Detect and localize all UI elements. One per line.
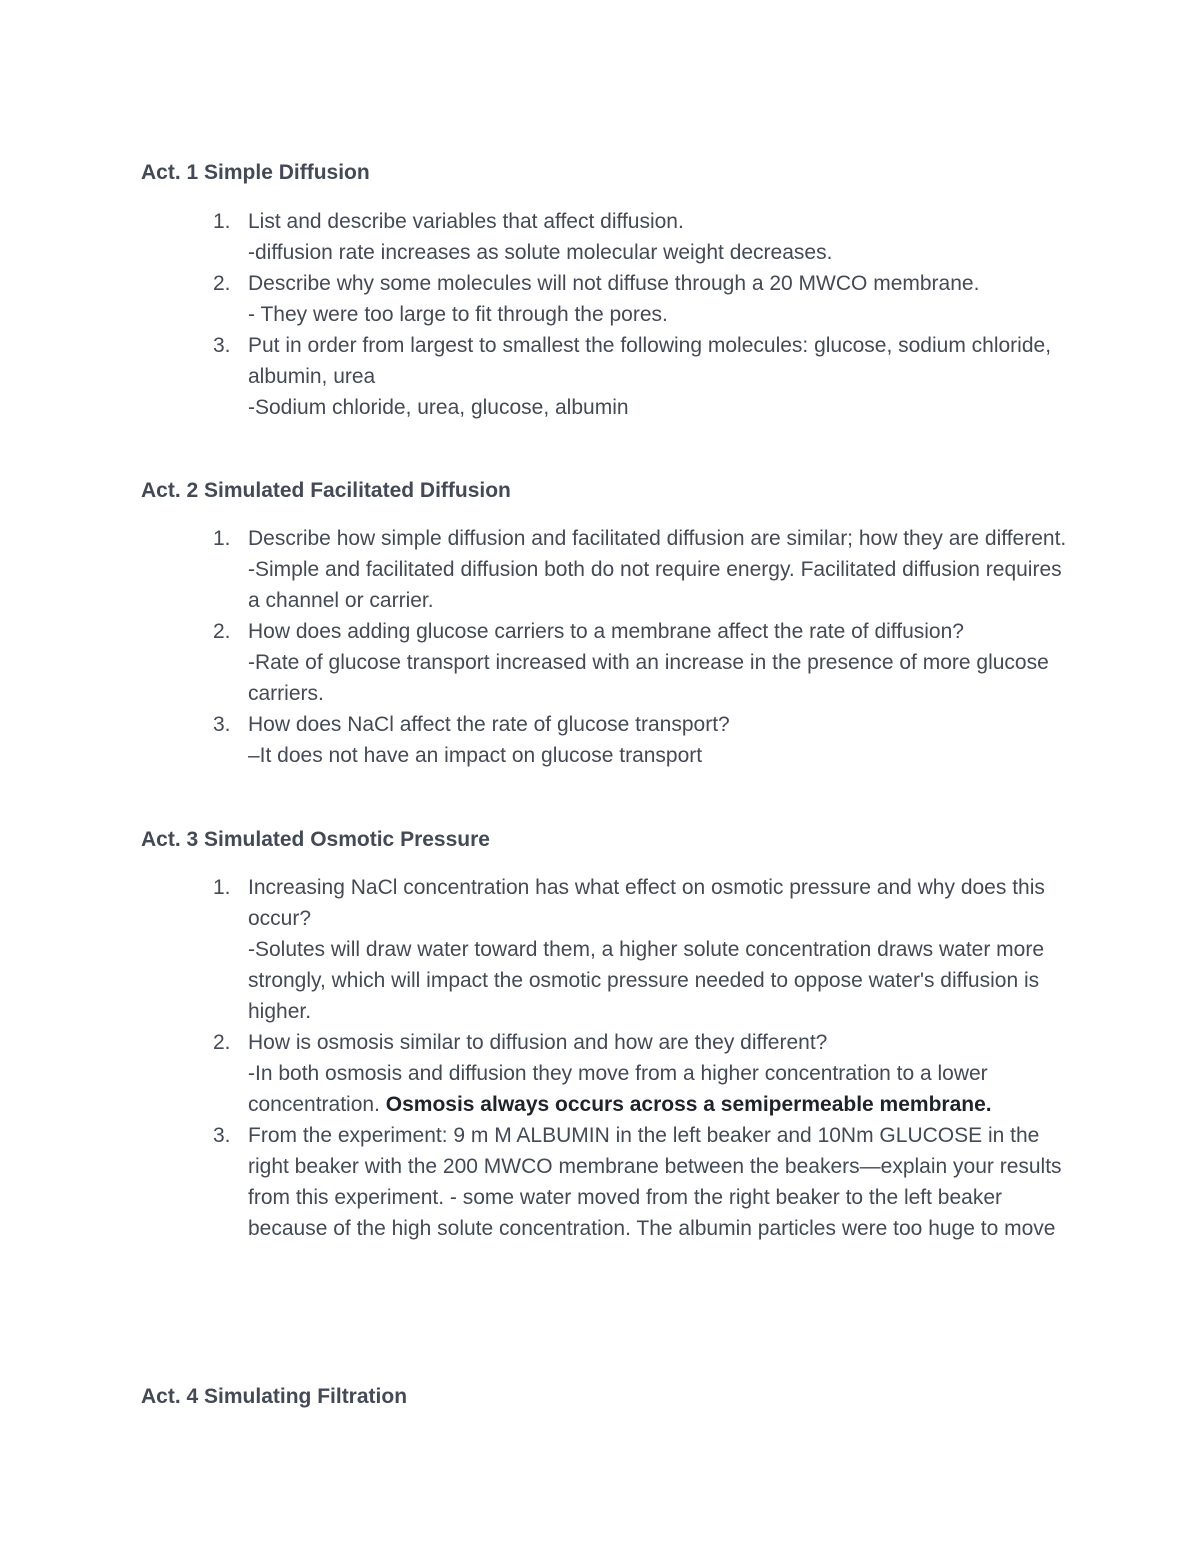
question-list-act-3: [141, 872, 1071, 1244]
item-number: 2.: [213, 1031, 231, 1054]
list-item: [141, 523, 1071, 616]
question-text: Put in order from largest to smallest the following molecules: glucose, sodium chloride, albumin, urea: [248, 334, 1052, 388]
question-list-act-1: [141, 206, 1071, 423]
question-text: Increasing NaCl concentration has what effect on osmotic pressure and why does this occur?: [248, 876, 1045, 930]
item-number: 3.: [213, 334, 231, 357]
list-item: [141, 330, 1071, 423]
question-list-act-2: [141, 523, 1071, 771]
answer-text: –It does not have an impact on glucose transport: [248, 744, 703, 767]
question-text: Describe how simple diffusion and facilitated diffusion are similar; how they are different.: [248, 527, 1067, 550]
item-number: 3.: [213, 1124, 231, 1147]
list-item: [141, 268, 1071, 330]
item-number: 1.: [213, 876, 231, 899]
section-heading-act-3: Act. 3 Simulated Osmotic Pressure: [141, 828, 490, 851]
question-text: How does NaCl affect the rate of glucose transport?: [248, 713, 730, 736]
answer-text: -Solutes will draw water toward them, a higher solute concentration draws water more strongly, which will impact the osmotic pressure needed to oppose water's diffusion is higher.: [248, 938, 1045, 1023]
section-heading-act-1: Act. 1 Simple Diffusion: [141, 161, 370, 184]
answer-text: [248, 1058, 1071, 1120]
answer-text: -Simple and facilitated diffusion both do not require energy. Facilitated diffusion requires a channel or carrier.: [248, 558, 1062, 612]
list-item: [141, 1027, 1071, 1120]
question-text: How does adding glucose carriers to a membrane affect the rate of diffusion?: [248, 620, 964, 643]
list-item: [141, 616, 1071, 709]
question-text: List and describe variables that affect diffusion.: [248, 210, 684, 233]
answer-text: -Rate of glucose transport increased with an increase in the presence of more glucose carriers.: [248, 651, 1049, 705]
question-text: How is osmosis similar to diffusion and how are they different?: [248, 1031, 828, 1054]
answer-text: -Sodium chloride, urea, glucose, albumin: [248, 396, 629, 419]
answer-text: - some water moved from the right beaker to the left beaker because of the high solute concentration. The albumin particles were too huge to move: [248, 1186, 1056, 1240]
list-item: [141, 1120, 1071, 1244]
question-text: From the experiment: 9 m M ALBUMIN in the left beaker and 10Nm GLUCOSE in the right beaker with the 200 MWCO membrane between the beakers—explain your results from this experiment.: [248, 1124, 1062, 1209]
section-heading-act-4: Act. 4 Simulating Filtration: [141, 1385, 408, 1408]
question-text: Describe why some molecules will not diffuse through a 20 MWCO membrane.: [248, 272, 980, 295]
list-item: [141, 206, 1071, 268]
answer-text: -diffusion rate increases as solute molecular weight decreases.: [248, 241, 833, 264]
answer-plain: -In both osmosis and diffusion they move from a higher concentration to a lower concentration.: [248, 1062, 988, 1116]
section-heading-act-2: Act. 2 Simulated Facilitated Diffusion: [141, 479, 511, 502]
list-item: [141, 872, 1071, 1027]
answer-emphasis: Osmosis always occurs across a semipermeable membrane.: [385, 1093, 992, 1116]
item-number: 2.: [213, 272, 231, 295]
item-number: 1.: [213, 210, 231, 233]
answer-text: - They were too large to fit through the pores.: [248, 303, 668, 326]
item-number: 1.: [213, 527, 231, 550]
item-number: 2.: [213, 620, 231, 643]
list-item: [141, 709, 1071, 771]
item-number: 3.: [213, 713, 231, 736]
